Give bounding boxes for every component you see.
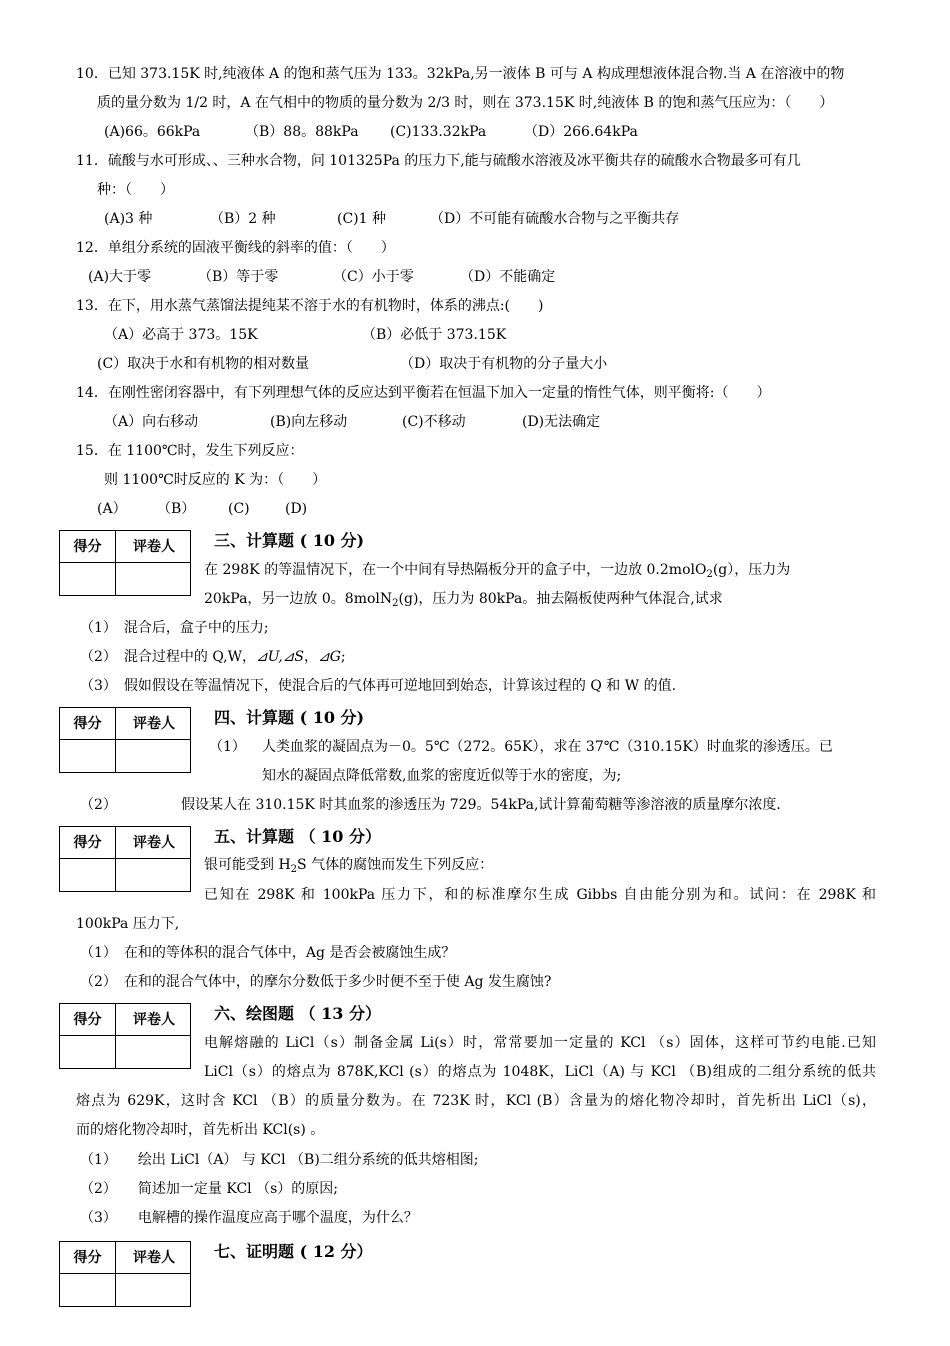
s4-item-2: 假设某人在 310.15K 时其血浆的渗透压为 729。54kPa,试计算葡萄糖等渗溶液的质量摩尔浓度. bbox=[181, 797, 781, 813]
s3-item-2 bbox=[80, 647, 346, 667]
q15-option-c: (C) bbox=[228, 501, 250, 517]
s6-item-3: （3） 电解槽的操作温度应高于哪个温度，为什么？ bbox=[80, 1210, 418, 1226]
s5-paragraph-line2: 已知在 298K 和 100kPa 压力下，和的标准摩尔生成 Gibbs 自由能分别为和。试问：在 298K 和 bbox=[204, 887, 876, 903]
s3-item-2-text: （2） 混合过程中的 Q,W， bbox=[80, 649, 256, 665]
q10-option-b: （B）88。88kPa bbox=[245, 124, 359, 140]
s3-item-2-du-ds: ⊿U,⊿S bbox=[255, 649, 304, 665]
s3-paragraph-line2 bbox=[204, 589, 723, 609]
s3-item-2-end: ; bbox=[340, 649, 346, 665]
q10-option-d: （D）266.64kPa bbox=[524, 124, 638, 140]
q11-option-d: （D）不可能有硫酸水合物与之平衡共存 bbox=[430, 211, 680, 227]
q13-option-b: （B）必低于 373.15K bbox=[362, 327, 507, 343]
s6-item-1: （1） 绘出 LiCl（A） 与 KCl （B)二组分系统的低共熔相图; bbox=[80, 1152, 479, 1168]
s6-paragraph-line3: 熔点为 629K，这时含 KCl （B）的质量分数为。在 723K 时，KCl (B）含量为的熔化物冷却时，首先析出 LiCl（s)， bbox=[76, 1093, 876, 1109]
q14-option-b: (B)向左移动 bbox=[270, 414, 348, 430]
grader-label: 评卷人 bbox=[133, 539, 175, 555]
s3-p1-subscript: 2 bbox=[706, 569, 713, 580]
q11-option-c: (C)1 种 bbox=[337, 211, 386, 227]
s6-paragraph-line4: 而的熔化物冷却时，首先析出 KCl(s) 。 bbox=[76, 1122, 325, 1138]
q14-option-a: （A）向右移动 bbox=[104, 414, 199, 430]
q12-option-b: （B）等于零 bbox=[198, 269, 279, 285]
q13-option-a: （A）必高于 373。15K bbox=[104, 327, 258, 343]
score-label: 得分 bbox=[73, 539, 102, 555]
q12-line1: 12．单组分系统的固液平衡线的斜率的值：（ ） bbox=[76, 240, 395, 256]
q14-option-c: (C)不移动 bbox=[402, 414, 466, 430]
s4-item-1-line1: 人类血浆的凝固点为－0。5℃（272。65K），求在 37℃（310.15K）时血浆的渗透压。已 bbox=[262, 739, 833, 755]
section-5-title: 五、计算题 （ 10 分） bbox=[214, 827, 381, 846]
s6-item-2: （2） 简述加一定量 KCl （s）的原因; bbox=[80, 1181, 338, 1197]
q11-option-b: （B）2 种 bbox=[210, 211, 276, 227]
q13-option-d: （D）取决于有机物的分子量大小 bbox=[400, 356, 608, 372]
score-label: 得分 bbox=[73, 835, 102, 851]
s5-p1-subscript: 2 bbox=[290, 864, 298, 875]
section-6-title: 六、绘图题 （ 13 分） bbox=[214, 1004, 381, 1023]
grader-label: 评卷人 bbox=[133, 835, 175, 851]
score-box-s4 bbox=[59, 707, 191, 773]
q10-line1: 10．已知 373.15K 时,纯液体 A 的饱和蒸气压为 133。32kPa,另一液体 B 可与 A 构成理想液体混合物.当 A 在溶液中的物 bbox=[76, 66, 845, 82]
score-label: 得分 bbox=[73, 1250, 102, 1266]
s5-p1-end: S 气体的腐蚀而发生下列反应： bbox=[297, 857, 494, 873]
q15-option-d: (D) bbox=[285, 501, 308, 517]
q10-line2: 质的量分数为 1/2 时，A 在气相中的物质的量分数为 2/3 时，则在 373.15K 时,纯液体 B 的饱和蒸气压应为：（ ） bbox=[97, 95, 834, 111]
q15-line2: 则 1100℃时反应的 K 为：（ ） bbox=[104, 472, 327, 488]
q10-option-c: (C)133.32kPa bbox=[390, 124, 487, 140]
s3-p1-end: (g），压力为 bbox=[712, 562, 791, 578]
q12-option-d: （D）不能确定 bbox=[460, 269, 556, 285]
q11-line1: 11．硫酸与水可形成、、三种水合物，问 101325Pa 的压力下,能与硫酸水溶液及冰平衡共存的硫酸水合物最多可有几 bbox=[76, 153, 801, 169]
s3-item-2-sep: ， bbox=[304, 649, 318, 665]
q11-option-a: (A)3 种 bbox=[104, 211, 153, 227]
q14-line1: 14．在刚性密闭容器中，有下列理想气体的反应达到平衡若在恒温下加入一定量的惰性气体，则平衡将:（ ） bbox=[76, 385, 771, 401]
score-box-s3 bbox=[59, 530, 191, 596]
section-7-title: 七、证明题 ( 12 分） bbox=[214, 1242, 373, 1261]
q12-option-a: (A)大于零 bbox=[88, 269, 152, 285]
section-4-title: 四、计算题 ( 10 分) bbox=[214, 708, 365, 727]
s5-item-1: （1） 在和的等体积的混合气体中，Ag 是否会被腐蚀生成？ bbox=[80, 945, 456, 961]
q14-option-d: (D)无法确定 bbox=[522, 414, 601, 430]
s3-p2-text: 20kPa，另一边放 0。8molN bbox=[204, 591, 393, 607]
q13-line1: 13．在下，用水蒸气蒸馏法提纯某不溶于水的有机物时，体系的沸点:( ) bbox=[76, 298, 544, 314]
s6-paragraph-line2: LiCl（s）的熔点为 878K,KCl (s）的熔点为 1048K，LiCl（A) 与 KCl （B)组成的二组分系统的低共 bbox=[204, 1064, 876, 1080]
q15-option-a: (A） bbox=[97, 501, 127, 517]
s3-item-1: （1） 混合后，盒子中的压力; bbox=[80, 620, 269, 636]
s6-paragraph-line1: 电解熔融的 LiCl（s）制备金属 Li(s）时，常常要加一定量的 KCl （s）固体，这样可节约电能.已知 bbox=[204, 1035, 876, 1051]
q15-option-b: （B） bbox=[157, 501, 196, 517]
s4-item-1-line2: 知水的凝固点降低常数,血浆的密度近似等于水的密度，为; bbox=[262, 768, 622, 784]
s3-p1-text: 在 298K 的等温情况下，在一个中间有导热隔板分开的盒子中，一边放 0.2molO bbox=[204, 562, 707, 578]
score-label: 得分 bbox=[73, 716, 102, 732]
score-box-s6 bbox=[59, 1003, 191, 1069]
s4-item-2-number: （2） bbox=[80, 797, 117, 813]
grader-label: 评卷人 bbox=[133, 1250, 175, 1266]
s5-item-2: （2） 在和的混合气体中，的摩尔分数低于多少时便不至于使 Ag 发生腐蚀? bbox=[80, 974, 552, 990]
score-label: 得分 bbox=[73, 1012, 102, 1028]
score-box-s5 bbox=[59, 826, 191, 892]
grader-label: 评卷人 bbox=[133, 1012, 175, 1028]
s3-item-2-dg: ⊿G bbox=[318, 649, 341, 665]
s4-item-1-number: （1） bbox=[209, 739, 246, 755]
s3-p2-subscript: 2 bbox=[392, 598, 399, 609]
s3-paragraph-line1 bbox=[204, 560, 876, 580]
s5-p1-text: 银可能受到 H bbox=[204, 857, 291, 873]
q13-option-c: (C）取决于水和有机物的相对数量 bbox=[97, 356, 310, 372]
s3-p2-end: (g)，压力为 80kPa。抽去隔板使两种气体混合,试求 bbox=[398, 591, 723, 607]
s3-item-3: （3） 假如假设在等温情况下，使混合后的气体再可逆地回到始态，计算该过程的 Q 和 W 的值. bbox=[80, 678, 677, 694]
q11-line2: 种：（ ） bbox=[97, 182, 174, 198]
section-3-title: 三、计算题 ( 10 分) bbox=[214, 531, 365, 550]
s5-paragraph-line3: 100kPa 压力下, bbox=[76, 916, 180, 932]
grader-label: 评卷人 bbox=[133, 716, 175, 732]
s5-paragraph-line1 bbox=[204, 855, 493, 875]
q15-line1: 15．在 1100℃时，发生下列反应： bbox=[76, 443, 304, 459]
score-box-s7 bbox=[59, 1241, 191, 1307]
q12-option-c: （C）小于零 bbox=[333, 269, 414, 285]
q10-option-a: (A)66。66kPa bbox=[104, 124, 201, 140]
